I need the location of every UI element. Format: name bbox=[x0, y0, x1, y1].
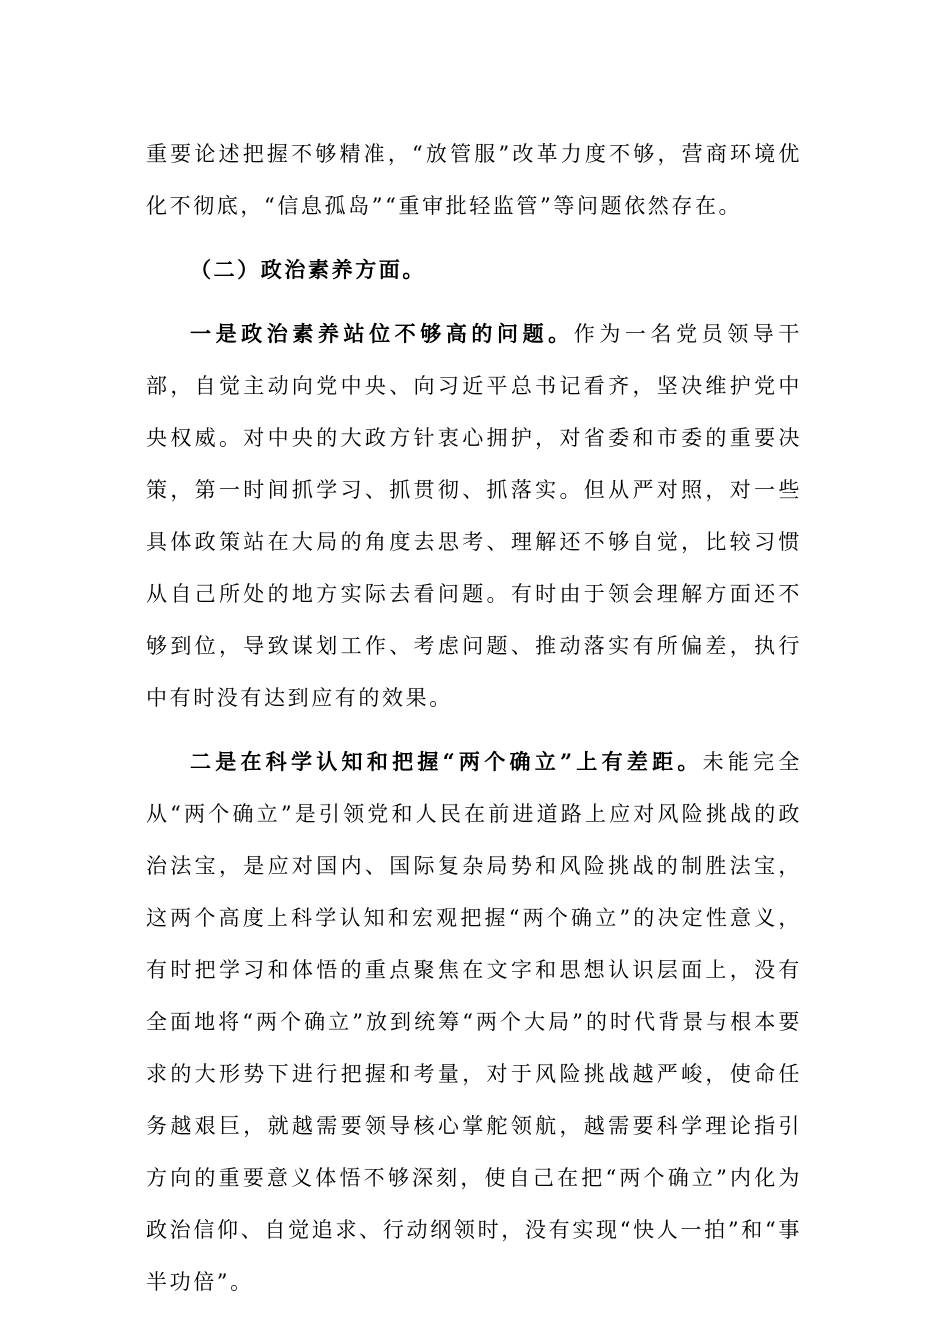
paragraph-continuation: 重要论述把握不够精准，“放管服”改革力度不够，营商环境优化不彻底，“信息孤岛”“重审批轻监管”等问题依然存在。 bbox=[146, 142, 802, 218]
paragraph-lead-bold: 二是在科学认知和把握“两个确立”上有差距。 bbox=[190, 749, 703, 774]
paragraph-lead-bold: 一是政治素养站位不够高的问题。 bbox=[190, 321, 574, 346]
paragraph-body-text: 作为一名党员领导干部，自觉主动向党中央、向习近平总书记看齐，坚决维护党中央权威。对中央的大政方针衷心拥护，对省委和市委的重要决策，第一时间抓学习、抓贯彻、抓落实。但从严对照，对一些具体政策站在大局的角度去思考、理解还不够自觉，比较习惯从自己所处的地方实际去看问题。有时由于领会理解方面还不够到位，导致谋划工作、考虑问题、推动落实有所偏差，执行中有时没有达到应有的效果。 bbox=[146, 322, 802, 710]
paragraph-body-text: 未能完全从“两个确立”是引领党和人民在前进道路上应对风险挑战的政治法宝，是应对国内、国际复杂局势和风险挑战的制胜法宝，这两个高度上科学认知和宏观把握“两个确立”的决定性意义，有时把学习和体悟的重点聚焦在文字和思想认识层面上，没有全面地将“两个确立”放到统筹“两个大局”的时代背景与根本要求的大形势下进行把握和考量，对于风险挑战越严峻，使命任务越艰巨，就越需要领导核心掌舵领航，越需要科学理论指引方向的重要意义体悟不够深刻，使自己在把“两个确立”内化为政治信仰、自觉追求、行动纲领时，没有实现“快人一拍”和“事半功倍”。 bbox=[146, 750, 802, 1294]
paragraph-two-establishments bbox=[146, 736, 802, 1308]
paragraph-political-standing bbox=[146, 308, 802, 724]
document-body bbox=[146, 128, 802, 1308]
section-heading: （二）政治素养方面。 bbox=[190, 257, 426, 282]
